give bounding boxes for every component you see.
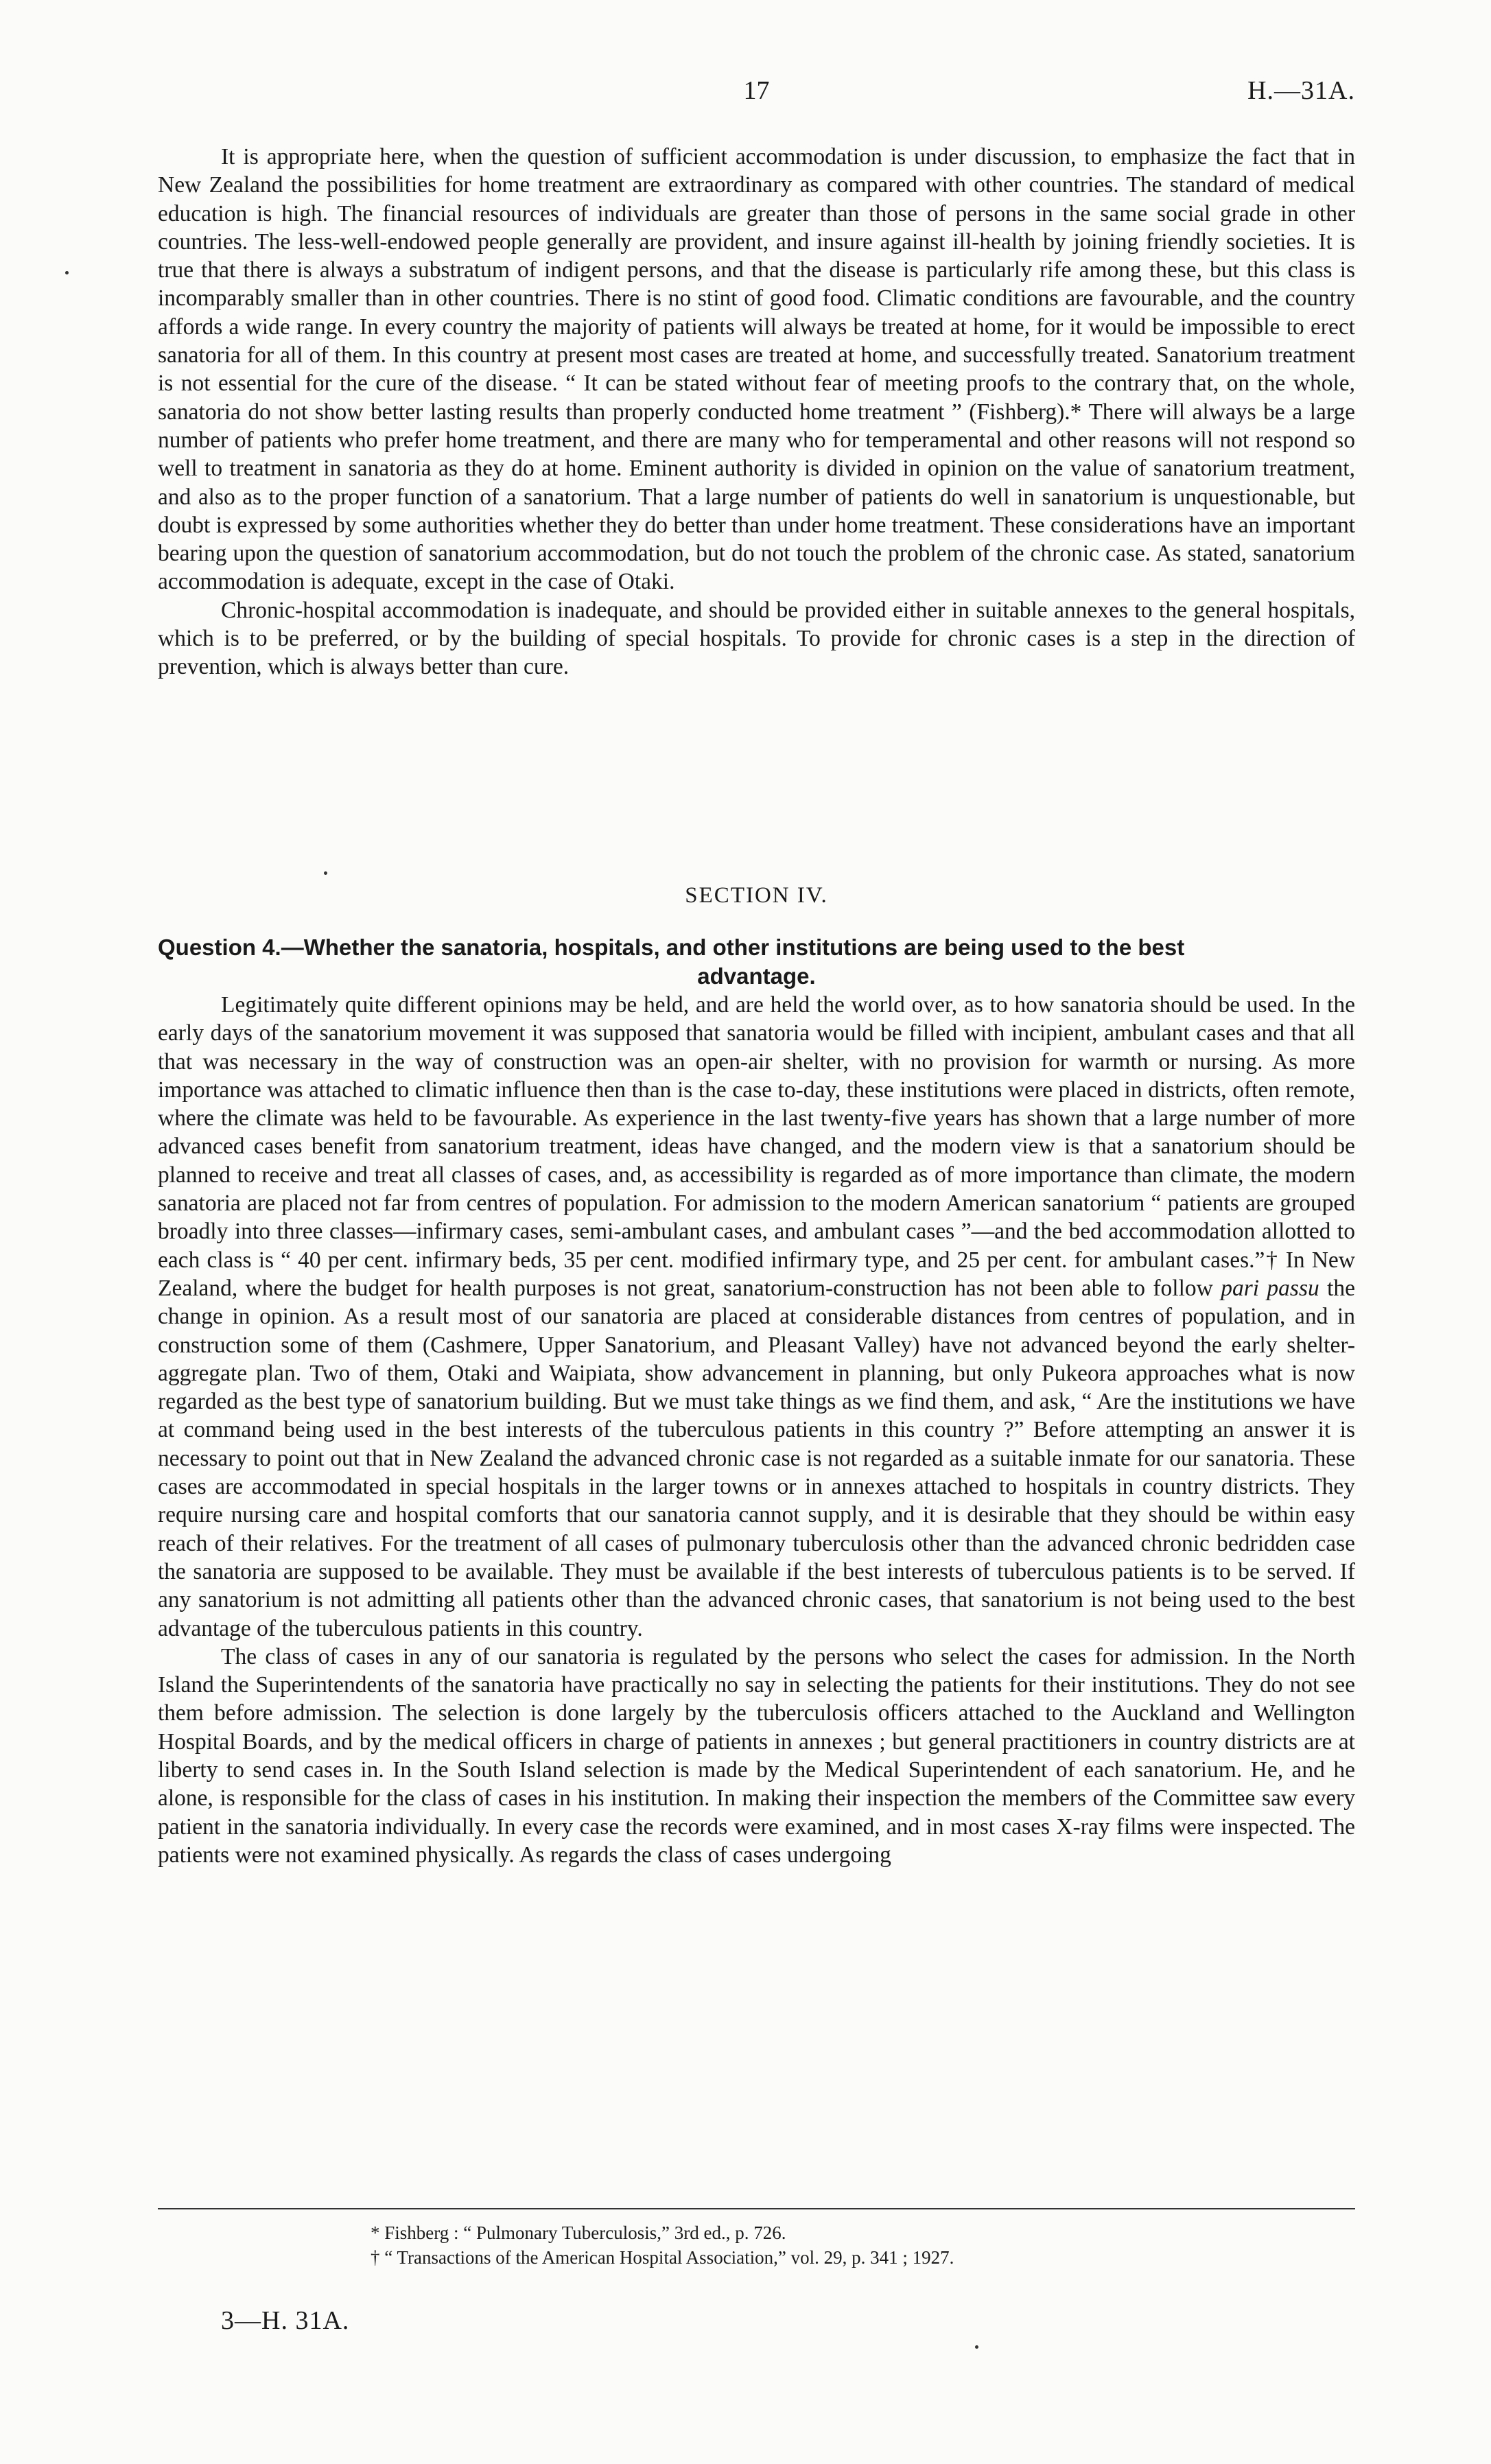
print-speck xyxy=(65,271,69,274)
paragraph-text: Legitimately quite different opinions may be held, and are held the world over, as to how sanatoria should be used. In the early days of the sanatorium movement it was supposed that sanatoria would be filled with incipient, ambulant cases and that all that was necessary in the way of construction was an open-air shelter, with no provision for warmth or nursing. As more importance was attached to climatic influence then than is the case to-day, these institutions were placed in districts, often remote, where the climate was held to be favourable. As experience in the last twenty-five years has shown that a large number of more advanced cases benefit from sanatorium treatment, ideas have changed, and the modern view is that a sanatorium should be planned to receive and treat all classes of cases, and, as accessibility is regarded as of more importance than climate, the modern sanatoria are placed not far from centres of population. For admission to the modern American sanatorium “ patients are grouped broadly into three classes—infirmary cases, semi-ambulant cases, and ambulant cases ”—and the bed accommodation allotted to each class is “ 40 per cent. infirmary beds, 35 per cent. modified infirmary type, and 25 per cent. for ambulant cases.”† In New Zealand, where the budget for health purposes is not great, sanatorium-construction has not been able to follow xyxy=(158,992,1355,1301)
paragraph-text: the change in opinion. As a result most of our sanatoria are placed at considerable distances from centres of population, and in construction some of them (Cashmere, Upper Sanatorium, and Pleasant Valley) have not advanced beyond the early shelter-aggregate plan. Two of them, Otaki and Waipiata, show advancement in planning, but only Pukeora approaches what is now regarded as the best type of sanatorium building. But we must take things as we find them, and ask, “ Are the institutions we have at command being used in the best interests of the tuberculous patients in this country ?” Before attempting an answer it is necessary to point out that in New Zealand the advanced chronic case is not regarded as a suitable inmate for our sanatoria. These cases are accommodated in special hospitals in the larger towns or in annexes attached to hospitals in country districts. They require nursing care and hospital comforts that our sanatoria cannot supply, and it is desirable that they should be within easy reach of their relatives. For the treatment of all cases of pulmonary tuberculosis other than the advanced chronic bedridden case the sanatoria are supposed to be available. They must be available if the best interests of tuberculous patients is to be served. If any sanatorium is not admitting all patients other than the advanced chronic cases, that sanatorium is not being used to the best advantage of the tuberculous patients in this country. xyxy=(158,1275,1356,1641)
print-speck xyxy=(975,2345,978,2349)
paragraph xyxy=(158,991,1355,1643)
sheet-signature: 3—H. 31A. xyxy=(221,2306,350,2335)
page-number: 17 xyxy=(743,76,770,105)
footnotes xyxy=(371,2220,1331,2270)
footnote-divider xyxy=(158,2208,1355,2209)
question-text: —Whether the sanatoria, hospitals, and other institutions are being used to the best xyxy=(281,935,1185,960)
paragraph: The class of cases in any of our sanatoria is regulated by the persons who select the cases for admission. In the North Island the Superintendents of the sanatoria have practically no say in selecting the patients for their institutions. They do not see them before admission. The selection is done largely by the tuberculosis officers attached to the Auckland and Wellington Hospital Boards, and by the medical officers in charge of patients in annexes ; but general practitioners in country districts are at liberty to send cases in. In the South Island selection is made by the Medical Superintendent of each sanatorium. He, and he alone, is responsible for the class of cases in his institution. In making their inspection the members of the Committee saw every patient in the sanatoria individually. In every case the records were examined, and in most cases X-ray films were inspected. The patients were not examined physically. As regards the class of cases undergoing xyxy=(158,1643,1355,1868)
paragraph: Chronic-hospital accommodation is inadequate, and should be provided either in suitable annexes to the general hospitals, which is to be preferred, or by the building of special hospitals. To provide for chronic cases is a step in the direction of prevention, which is always better than cure. xyxy=(158,597,1355,680)
section-heading: SECTION IV. xyxy=(685,883,828,908)
intro-text xyxy=(158,143,1355,681)
document-reference: H.—31A. xyxy=(1247,76,1355,105)
footnote: † “ Transactions of the American Hospital Association,” vol. 29, p. 341 ; 1927. xyxy=(371,2247,954,2268)
print-speck xyxy=(324,871,327,875)
question-heading xyxy=(158,935,1355,961)
paragraph: It is appropriate here, when the question of sufficient accommodation is under discussion, to emphasize the fact that in New Zealand the possibilities for home treatment are extraordinary as compared with other countries. The standard of medical education is high. The financial resources of individuals are greater than those of persons in the same social grade in other countries. The less-well-endowed people generally are provident, and insure against ill-health by joining friendly societies. It is true that there is always a substratum of indigent persons, and that the disease is particularly rife among these, but this class is incomparably smaller than in other countries. There is no stint of good food. Climatic conditions are favourable, and the country affords a wide range. In every country the majority of patients will always be treated at home, for it would be impossible to erect sanatoria for all of them. In this country at present most cases are treated at home, and successfully treated. Sanatorium treatment is not essential for the cure of the disease. “ It can be stated without fear of meeting proofs to the contrary that, on the whole, sanatoria do not show better lasting results than properly conducted home treatment ” (Fishberg).* There will always be a large number of patients who prefer home treatment, and there are many who for temperamental and other reasons will not respond so well to treatment in sanatoria as they do at home. Eminent authority is divided in opinion on the value of sanatorium treatment, and also as to the proper function of a sanatorium. That a large number of patients do well in sanatorium is unquestionable, but doubt is expressed by some authorities whether they do better than under home treatment. These considerations have an important bearing upon the question of sanatorium accommodation, but do not touch the problem of the chronic case. As stated, sanatorium accommodation is adequate, except in the case of Otaki. xyxy=(158,144,1355,595)
section-iv xyxy=(158,882,1355,1869)
footnote: * Fishberg : “ Pulmonary Tuberculosis,” 3rd ed., p. 726. xyxy=(371,2222,786,2243)
question-text-continued: advantage. xyxy=(697,963,816,989)
latin-phrase: pari passu xyxy=(1221,1275,1319,1301)
running-head xyxy=(158,75,1355,110)
question-label: Question 4. xyxy=(158,935,281,960)
